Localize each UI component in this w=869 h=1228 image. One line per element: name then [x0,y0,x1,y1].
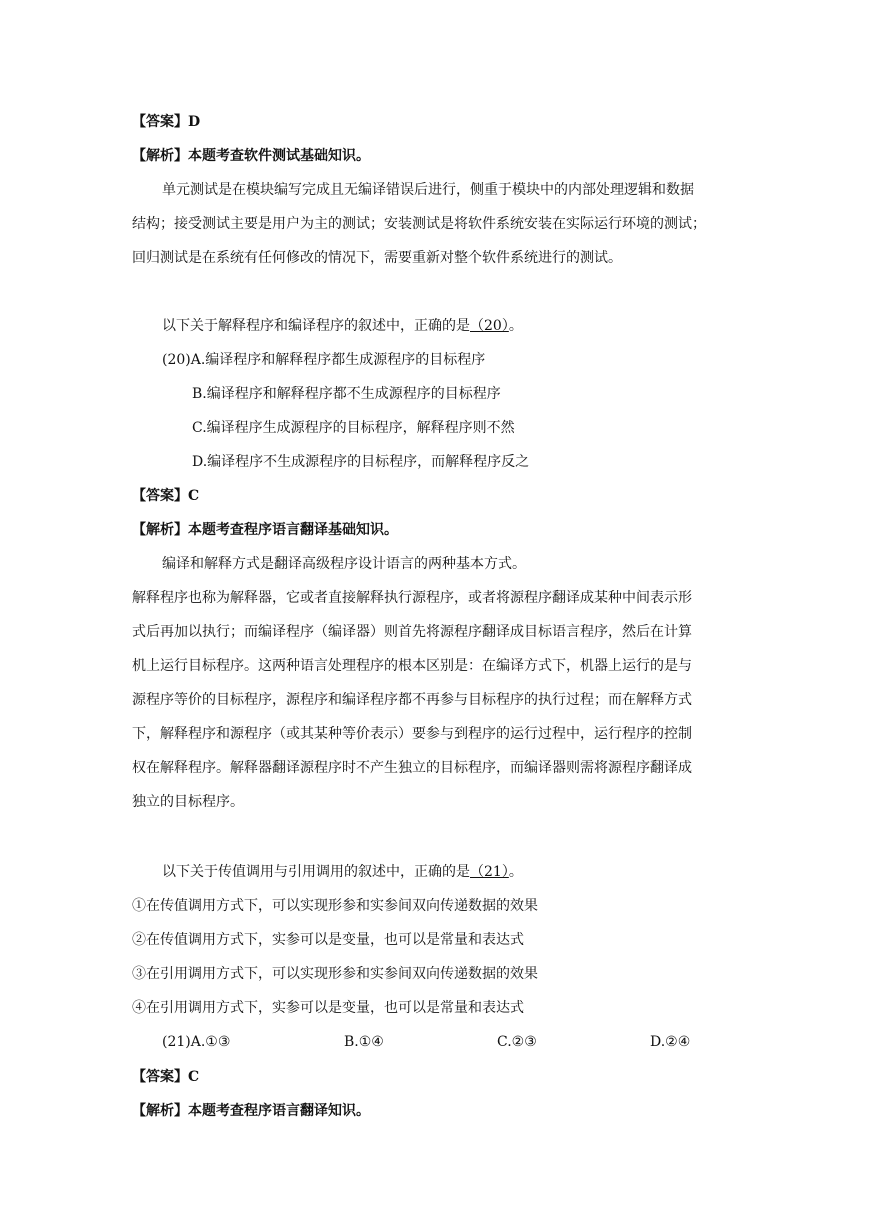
analysis-label: 【解析】 [132,148,188,164]
explanation-line: 权在解释程序。解释器翻译源程序时不产生独立的目标程序，而编译器则需将源程序翻译成 [132,760,692,776]
explanation-line: 单元测试是在模块编写完成且无编译错误后进行，侧重于模块中的内部处理逻辑和数据 [162,182,694,198]
question-stem [162,862,523,882]
answer-label: 【答案】 [132,488,188,504]
answer-label: 【答案】 [132,1069,188,1085]
analysis-label: 【解析】 [132,522,188,538]
answer-value: C [188,1069,200,1085]
explanation-line: 结构；接受测试主要是用户为主的测试；安装测试是将软件系统安装在实际运行环境的测试； [132,216,706,232]
stem-end: 。 [508,864,523,880]
option-b: B.①④ [344,1034,384,1050]
analysis-title: 本题考查程序语言翻译基础知识。 [188,522,398,538]
explanation-line: 式后再加以执行；而编译程序（编译器）则首先将源程序翻译成目标语言程序，然后在计算 [132,624,692,640]
analysis-line [132,146,370,166]
option-a: (21)A.①③ [162,1034,231,1050]
option-a: (20)A.编译程序和解释程序都生成源程序的目标程序 [162,352,486,368]
stem-text: 以下关于传值调用与引用调用的叙述中，正确的是 [162,864,470,880]
question-stem [162,316,523,336]
answer-label: 【答案】 [132,114,188,130]
answer-line [132,1067,199,1087]
analysis-title: 本题考查软件测试基础知识。 [188,148,370,164]
explanation-line: 机上运行目标程序。这两种语言处理程序的根本区别是：在编译方式下，机器上运行的是与 [132,658,692,674]
answer-value: C [188,488,200,504]
stem-text: 以下关于解释程序和编译程序的叙述中，正确的是 [162,318,470,334]
analysis-title: 本题考查程序语言翻译知识。 [188,1103,370,1119]
stem-blank: （21） [470,864,509,880]
explanation-line: 回归测试是在系统有任何修改的情况下，需要重新对整个软件系统进行的测试。 [132,250,622,266]
stem-blank: （20） [470,318,509,334]
analysis-line [132,520,398,540]
answer-value: D [188,114,201,130]
explanation-line: 下，解释程序和源程序（或其某种等价表示）要参与到程序的运行过程中，运行程序的控制 [132,726,692,742]
explanation-line: 独立的目标程序。 [132,794,244,810]
statement-1: ①在传值调用方式下，可以实现形参和实参间双向传递数据的效果 [132,898,538,914]
explanation-line: 解释程序也称为解释器，它或者直接解释执行源程序，或者将源程序翻译成某种中间表示形 [132,590,692,606]
statement-2: ②在传值调用方式下，实参可以是变量，也可以是常量和表达式 [132,932,524,948]
option-d: D.②④ [650,1034,691,1050]
analysis-label: 【解析】 [132,1103,188,1119]
option-d: D.编译程序不生成源程序的目标程序，而解释程序反之 [192,454,530,470]
option-b: B.编译程序和解释程序都不生成源程序的目标程序 [192,386,501,402]
answer-line [132,112,200,132]
option-c: C.编译程序生成源程序的目标程序，解释程序则不然 [192,420,515,436]
explanation-line: 编译和解释方式是翻译高级程序设计语言的两种基本方式。 [162,556,526,572]
option-c: C.②③ [497,1034,537,1050]
analysis-line [132,1101,370,1121]
explanation-line: 源程序等价的目标程序，源程序和编译程序都不再参与目标程序的执行过程；而在解释方式 [132,692,692,708]
stem-end: 。 [508,318,523,334]
statement-4: ④在引用调用方式下，实参可以是变量，也可以是常量和表达式 [132,1000,524,1016]
statement-3: ③在引用调用方式下，可以实现形参和实参间双向传递数据的效果 [132,966,538,982]
answer-line [132,486,199,506]
